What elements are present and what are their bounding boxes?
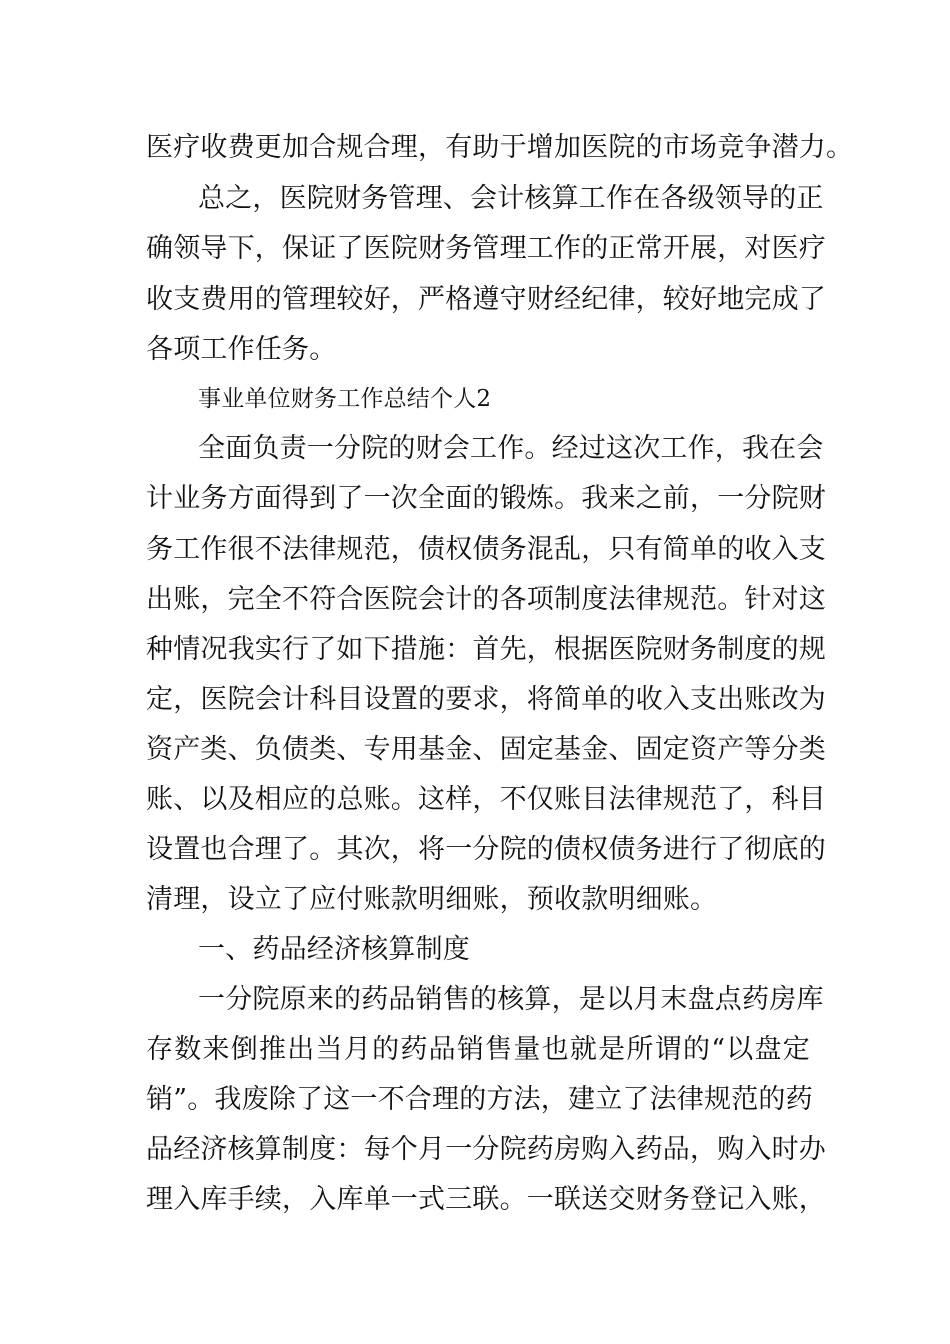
section-heading: 事业单位财务工作总结个人2 (198, 386, 492, 412)
paragraph-line: 设置也合理了。其次，将一分院的债权债务进行了彻底的 (146, 834, 826, 865)
paragraph-line: 理入库手续，入库单一式三联。一联送交财务登记入账， (146, 1184, 826, 1215)
paragraph-line: 医疗收费更加合规合理，有助于增加医院的市场竞争潜力。 (146, 132, 854, 163)
paragraph-line: 出账，完全不符合医院会计的各项制度法律规范。针对这 (146, 584, 826, 615)
paragraph-line: 计业务方面得到了一次全面的锻炼。我来之前，一分院财 (146, 483, 826, 514)
paragraph-line: 各项工作任务。 (146, 334, 337, 365)
paragraph-line: 种情况我实行了如下措施：首先，根据医院财务制度的规 (146, 634, 826, 665)
paragraph-line: 一分院原来的药品销售的核算，是以月末盘点药房库 (198, 984, 824, 1015)
paragraph-line: 定，医院会计科目设置的要求，将简单的收入支出账改为 (146, 684, 826, 715)
paragraph-line: 销”。我废除了这一不合理的方法，建立了法律规范的药 (146, 1084, 813, 1115)
paragraph-line: 品经济核算制度：每个月一分院药房购入药品，购入时办 (146, 1134, 826, 1165)
paragraph-line: 存数来倒推出当月的药品销售量也就是所谓的“以盘定 (146, 1034, 810, 1065)
section-heading: 一、药品经济核算制度 (198, 934, 470, 965)
paragraph-line: 总之，医院财务管理、会计核算工作在各级领导的正 (198, 183, 824, 214)
paragraph-line: 确领导下，保证了医院财务管理工作的正常开展，对医疗 (146, 233, 826, 264)
paragraph-line: 清理，设立了应付账款明细账，预收款明细账。 (146, 884, 718, 915)
paragraph-line: 账、以及相应的总账。这样，不仅账目法律规范了，科目 (146, 784, 826, 815)
paragraph-line: 务工作很不法律规范，债权债务混乱，只有简单的收入支 (146, 534, 826, 565)
paragraph-line: 资产类、负债类、专用基金、固定基金、固定资产等分类 (146, 734, 826, 765)
paragraph-line: 收支费用的管理较好，严格遵守财经纪律，较好地完成了 (146, 284, 826, 315)
paragraph-line: 全面负责一分院的财会工作。经过这次工作，我在会 (198, 433, 824, 464)
